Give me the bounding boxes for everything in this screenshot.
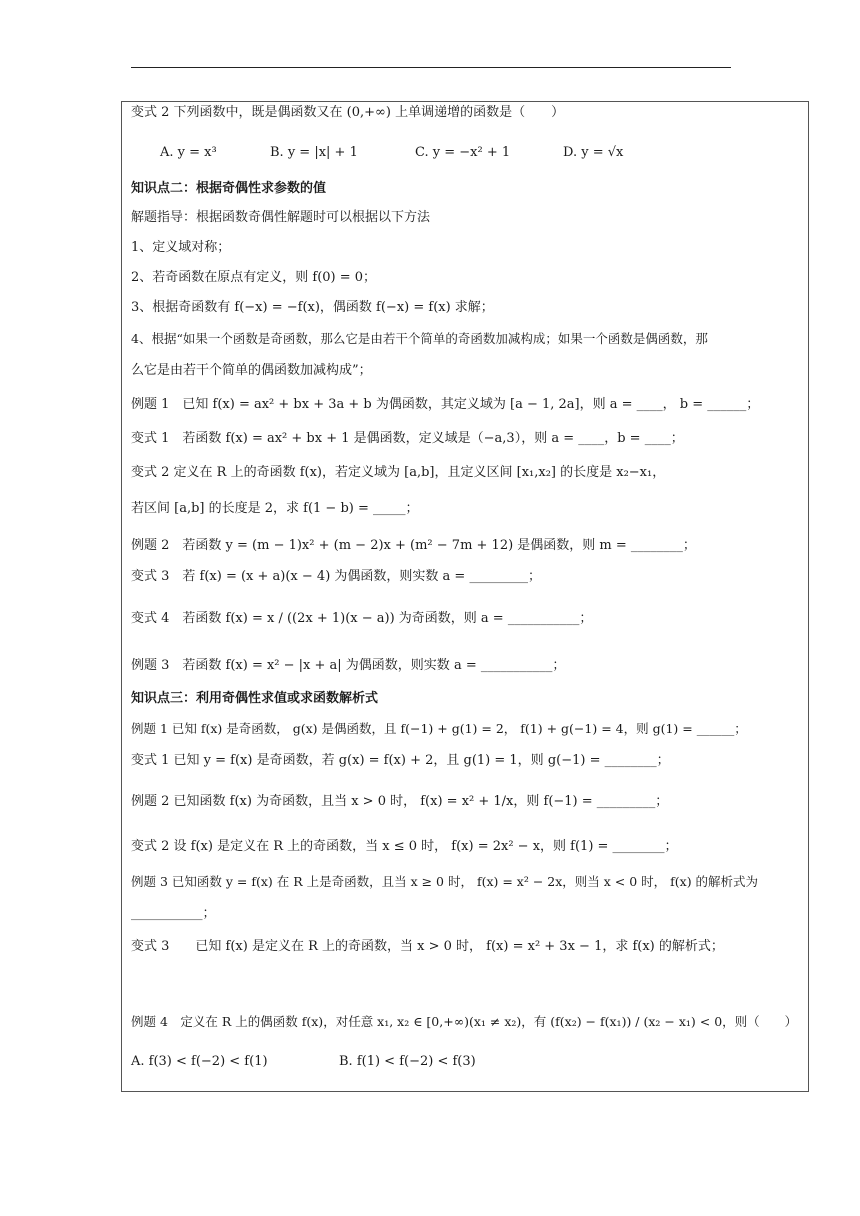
method-4-line2: 么它是由若干个简单的偶函数加减构成”； bbox=[131, 363, 372, 378]
example-1: 例题 1 已知 f(x) = ax² + bx + 3a + b 为偶函数，其定义域为 [a − 1, 2a]，则 a = ____， b = ______； bbox=[131, 397, 760, 412]
example-3: 例题 3 若函数 f(x) = x² − |x + a| 为偶函数，则实数 a = ___________； bbox=[131, 658, 566, 673]
example-2-s3: 例题 2 已知函数 f(x) 为奇函数，且当 x > 0 时， f(x) = x² + 1/x，则 f(−1) = _________； bbox=[131, 794, 669, 809]
section-heading-2: 知识点二：根据奇偶性求参数的值 bbox=[131, 181, 327, 196]
option-c: C. y = −x² + 1 bbox=[415, 145, 511, 160]
variant-1: 变式 1 若函数 f(x) = ax² + bx + 1 是偶函数，定义域是（−a,3），则 a = ____，b = ____； bbox=[131, 431, 684, 446]
variant-3-s3: 变式 3 已知 f(x) 是定义在 R 上的奇函数，当 x > 0 时， f(x) = x² + 3x − 1，求 f(x) 的解析式； bbox=[131, 939, 724, 954]
example-3-s3-line1: 例题 3 已知函数 y = f(x) 在 R 上是奇函数，且当 x ≥ 0 时， f(x) = x² − 2x，则当 x < 0 时， f(x) 的解析式为 bbox=[131, 874, 759, 889]
option-a: A. y = x³ bbox=[160, 145, 217, 160]
section-heading-3: 知识点三：利用奇偶性求值或求函数解析式 bbox=[131, 691, 379, 706]
method-4-line1: 4、根据“如果一个函数是奇函数，那么它是由若干个简单的奇函数加减构成；如果一个函数是偶函数，那 bbox=[131, 331, 708, 346]
option-a-last: A. f(3) < f(−2) < f(1) bbox=[131, 1054, 268, 1069]
example-1-s3: 例题 1 已知 f(x) 是奇函数， g(x) 是偶函数，且 f(−1) + g(1) = 2， f(1) + g(−1) = 4，则 g(1) = ______； bbox=[131, 721, 747, 736]
example-3-s3-line2: ___________； bbox=[131, 906, 216, 921]
variant-2-line2: 若区间 [a,b] 的长度是 2，求 f(1 − b) = _____； bbox=[131, 501, 419, 516]
option-b: B. y = |x| + 1 bbox=[270, 145, 358, 160]
question-variant-2-stem: 变式 2 下列函数中，既是偶函数又在 (0,+∞) 上单调递增的函数是（ ） bbox=[131, 105, 565, 120]
guidance-line: 解题指导：根据函数奇偶性解题时可以根据以下方法 bbox=[131, 210, 431, 225]
option-d: D. y = √x bbox=[563, 145, 624, 160]
method-2: 2、若奇函数在原点有定义，则 f(0) = 0； bbox=[131, 270, 377, 285]
variant-4: 变式 4 若函数 f(x) = x / ((2x + 1)(x − a)) 为奇函数，则 a = ___________； bbox=[131, 611, 593, 626]
method-1: 1、定义域对称； bbox=[131, 240, 231, 255]
variant-1-s3: 变式 1 已知 y = f(x) 是奇函数，若 g(x) = f(x) + 2，且 g(1) = 1，则 g(−1) = ________； bbox=[131, 753, 670, 768]
option-b-last: B. f(1) < f(−2) < f(3) bbox=[339, 1054, 476, 1069]
example-4-s3: 例题 4 定义在 R 上的偶函数 f(x)，对任意 x₁, x₂ ∈ [0,+∞)(x₁ ≠ x₂)，有 (f(x₂) − f(x₁)) / (x₂ − x₁) < 0，则（ ） bbox=[131, 1014, 798, 1029]
header-rule bbox=[131, 67, 731, 68]
variant-2-s3: 变式 2 设 f(x) 是定义在 R 上的奇函数，当 x ≤ 0 时， f(x) = 2x² − x，则 f(1) = ________； bbox=[131, 839, 678, 854]
example-2: 例题 2 若函数 y = (m − 1)x² + (m − 2)x + (m² − 7m + 12) 是偶函数，则 m = ________； bbox=[131, 538, 696, 553]
variant-2-line1: 变式 2 定义在 R 上的奇函数 f(x)，若定义域为 [a,b]，且定义区间 [x₁,x₂] 的长度是 x₂−x₁， bbox=[131, 465, 666, 480]
method-3: 3、根据奇函数有 f(−x) = −f(x)，偶函数 f(−x) = f(x) 求解； bbox=[131, 300, 494, 315]
variant-3: 变式 3 若 f(x) = (x + a)(x − 4) 为偶函数，则实数 a = _________； bbox=[131, 569, 541, 584]
